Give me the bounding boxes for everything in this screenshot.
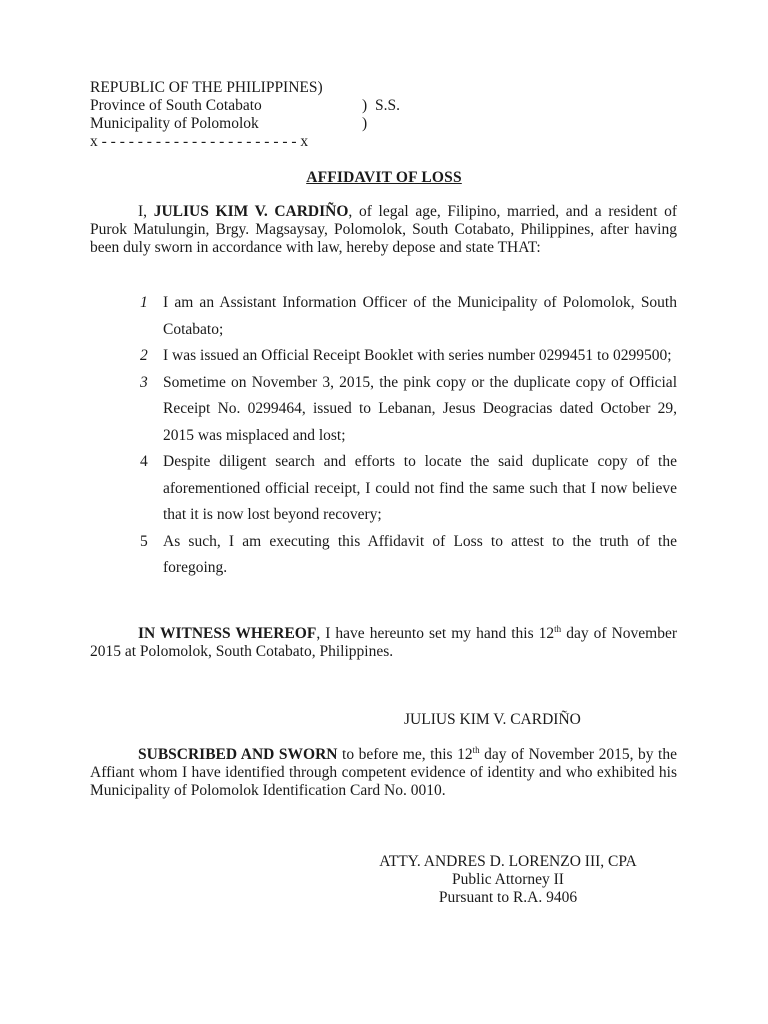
- witness-lead: IN WITNESS WHEREOF: [138, 625, 317, 642]
- caption-paren: ): [362, 97, 368, 114]
- statement-list: [90, 290, 677, 582]
- affiant-name-bold: JULIUS KIM V. CARDIÑO: [153, 203, 349, 220]
- item-text: As such, I am executing this Affidavit of Loss to attest to the truth of the foregoing.: [163, 532, 677, 576]
- caption-ss: S.S.: [375, 97, 400, 114]
- witness-ordinal: th: [554, 623, 562, 634]
- caption-line: [90, 79, 430, 97]
- item-text: I am an Assistant Information Officer of the Municipality of Polomolok, South Cotabato;: [163, 294, 677, 338]
- notary-block: [360, 853, 656, 907]
- list-item: [90, 290, 677, 343]
- intro-pre: I,: [138, 203, 154, 220]
- caption-line: [90, 133, 430, 151]
- intro-body: , of legal age, Filipino, married, and a resident of Purok Matulungin, Brgy. Magsaysay, Polomolok, South Cotabato, Philippines, after having been duly sworn in accordance with law, hereby depose and state THAT:: [90, 203, 677, 256]
- caption-paren: ): [362, 115, 368, 132]
- item-number: 4: [140, 453, 148, 470]
- witness-paragraph: [90, 625, 677, 661]
- witness-post: day of November 2015 at Polomolok, South Cotabato, Philippines.: [90, 625, 677, 660]
- caption-divider: x - - - - - - - - - - - - - - - - - - - - - - x: [90, 133, 309, 150]
- list-item: [90, 449, 677, 529]
- item-text: I was issued an Official Receipt Booklet with series number 0299451 to 0299500;: [163, 347, 672, 364]
- jurat-pre: to before me, this 12: [337, 746, 473, 763]
- caption-line: [90, 97, 430, 115]
- venue-caption: [90, 79, 430, 151]
- intro-paragraph: [90, 203, 677, 257]
- document-title: AFFIDAVIT OF LOSS: [306, 169, 462, 186]
- jurat-ordinal: th: [472, 744, 480, 755]
- jurat-lead: SUBSCRIBED AND SWORN: [138, 746, 338, 763]
- caption-municipality: Municipality of Polomolok: [90, 115, 259, 132]
- witness-pre: , I have hereunto set my hand this 12: [316, 625, 555, 642]
- item-number: 2: [140, 347, 148, 364]
- caption-line: [90, 115, 430, 133]
- jurat-paragraph: [90, 746, 677, 800]
- caption-republic: REPUBLIC OF THE PHILIPPINES): [90, 79, 323, 96]
- notary-name: ATTY. ANDRES D. LORENZO III, CPA: [379, 853, 637, 870]
- caption-province: Province of South Cotabato: [90, 97, 262, 114]
- item-number: 3: [140, 373, 148, 391]
- notary-title: Public Attorney II: [452, 871, 564, 888]
- item-text: Despite diligent search and efforts to locate the said duplicate copy of the aforementioned official receipt, I could not find the same such that I now believe that it is now lost beyond recovery;: [163, 453, 677, 523]
- list-item: [90, 529, 677, 582]
- list-item: [90, 343, 677, 370]
- notary-authority: Pursuant to R.A. 9406: [438, 889, 578, 906]
- list-item: [90, 370, 677, 450]
- item-number: 5: [140, 532, 148, 550]
- jurat-post: day of November 2015, by the Affiant whom I have identified through competent evidence of identity and who exhibited his Municipality of Polomolok Identification Card No. 0010.: [90, 746, 677, 799]
- item-text: Sometime on November 3, 2015, the pink copy or the duplicate copy of Official Receipt No. 0299464, issued to Lebanan, Jesus Deogracias dated October 29, 2015 was misplaced and lost;: [163, 373, 677, 444]
- item-number: 1: [140, 294, 148, 311]
- affiant-signature-name: JULIUS KIM V. CARDIÑO: [404, 711, 581, 728]
